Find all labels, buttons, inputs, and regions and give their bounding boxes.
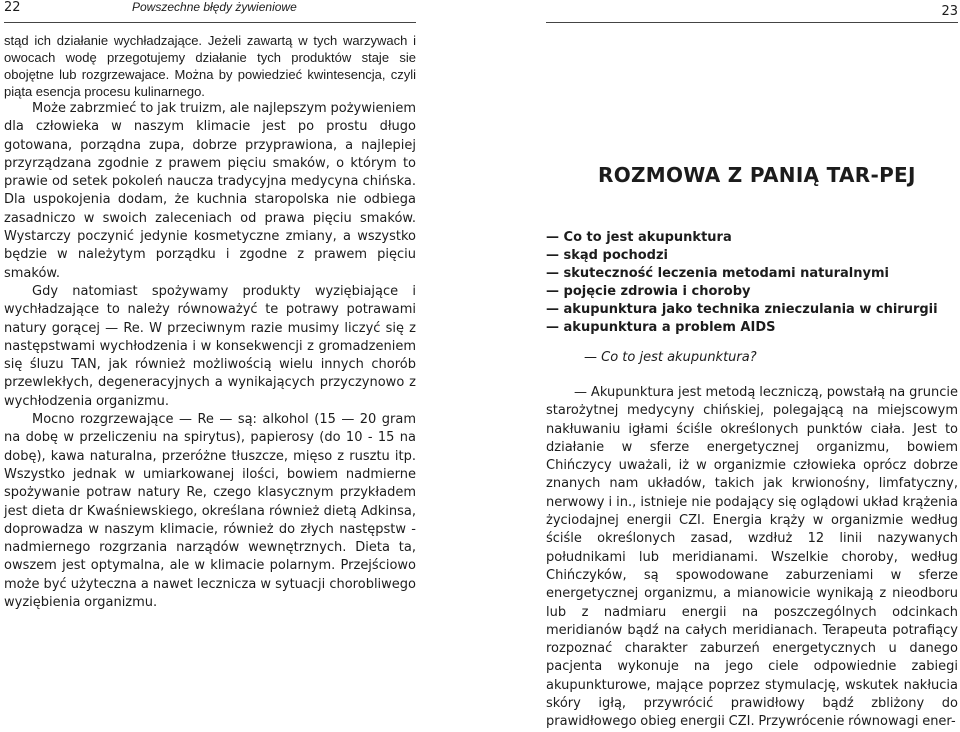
left-page-body [4,32,416,612]
paragraph-3: Gdy natomiast spożywamy produkty wyziębiające i wychładzające to należy równoważyć te potrawy potrawami natury gorącej — Re. W przeciwnym razie musimy liczyć się z następstwami wychłodzenia i w konsekwencji z gromadzeniem się śluzu TAN, jak również możliwością wielu innych chorób przewlekłych, degeneracyjnych a wynikających przyczynowo z wychłodzenia organizmu. [4,283,416,409]
chapter-heading: ROZMOWA Z PANIĄ TAR-PEJ [598,163,916,187]
left-page [0,0,476,674]
page-number-left: 22 [4,0,21,15]
running-head: Powszechne błędy żywieniowe [132,0,297,14]
right-page [484,0,960,730]
topic-item: — akupunktura jako technika znieczulania w chirurgii [546,302,938,317]
left-page-header [4,0,416,23]
topic-item: — akupunktura a problem AIDS [546,320,776,335]
interview-question: — Co to jest akupunktura? [584,350,757,365]
interview-answer: — Akupunktura jest metodą leczniczą, powstałą na gruncie starożytnej medycyny chińskiej, polegającą na miejscowym nakłuwaniu igłami ściśle określonych punktów ciała. Jest to działanie w sferze energetycznej organizmu, bowiem Chińczycy uważali, iż w organizmie człowieka oprócz dobrze znanych nam układów, takich jak krwionośny, limfatyczny, nerwowy i in., istnieje nie podający się oglądowi układ krążenia życiodajnej energii CZI. Energia krąży w organizmie według ściśle określonych zasad, wzdłuż 12 linii nazywanych południkami lub meridianami. Wszelkie choroby, według Chińczyków, są spowodowane zaburzeniami w sferze energetycznej organizmu, a mianowicie wynikają z nieodboru lub z nadmiaru energii na poszczególnych odcinkach meridianów bądź na całych meridianach. Terapeuta potrafiący rozpoznać charakter zaburzeń energetycznych u danego pacjenta wykonuje na jego ciele odpowiednie zabiegi akupunkturowe, mające poprzez stymulację, wskutek nakłucia skóry igłą, przywrócić prawidłowy bądź zbliżony do prawidłowego obieg energii CZI. Przywrócenie równowagi ener- [546,385,958,730]
paragraph-4: Mocno rozgrzewające — Re — są: alkohol (15 — 20 gram na dobę w przeliczeniu na spirytus), papierosy (do 10 - 15 na dobę), kawa naturalna, przeróżne tłuszcze, mięso z rusztu itp. Wszystko jednak w umiarkowanej ilości, bowiem nadmierne spożywanie potraw natury Re, czego klasycznym przykładem jest dieta dr Kwaśniewskiego, określana również dietą Adkinsa, doprowadza w naszym klimacie, również do złych następstw - nadmiernego rozgrzania narządów wewnętrznych. Dieta ta, owszem jest optymalna, ale w klimacie polarnym. Przejściowo może być użyteczna a nawet lecznicza w sytuacji chorobliwego wyziębienia organizmu. [4,412,416,611]
paragraph-2: Może zabrzmieć to jak truizm, ale najlepszym pożywieniem dla człowieka w naszym klimacie jest po prostu długo gotowana, porządna zupa, dobrze przyprawiona, a najlepiej przyrządzana zgodnie z prawem pięciu smaków, o którym to prawie od setek pokoleń naucza tradycyjna medycyna chińska. Dla uspokojenia dodam, że kuchnia staropolska nie odbiega zasadniczo w swoich zaleceniach od prawa pięciu smaków. Wystarczy poczynić jedynie kosmetyczne zmiany, a wszystko będzie w należytym porządku i zgodne z prawem pięciu smaków. [4,101,416,281]
topic-list [546,229,938,337]
topic-item: — skuteczność leczenia metodami naturalnymi [546,266,889,281]
right-page-header [546,0,958,23]
page-number-right: 23 [941,4,958,19]
topic-item: — pojęcie zdrowia i choroby [546,284,751,299]
topic-item: — skąd pochodzi [546,248,668,263]
paragraph-1: stąd ich działanie wychładzające. Jeżeli zawartą w tych warzywach i owocach wodę przegotujemy działanie tych produktów staje sie obojętne lub rozgrzewajace. Można by powiedzieć kwintesencja, czyli piąta esencja procesu kulinarnego. [4,33,416,99]
topic-item: — Co to jest akupunktura [546,230,732,245]
right-page-body [546,384,958,732]
